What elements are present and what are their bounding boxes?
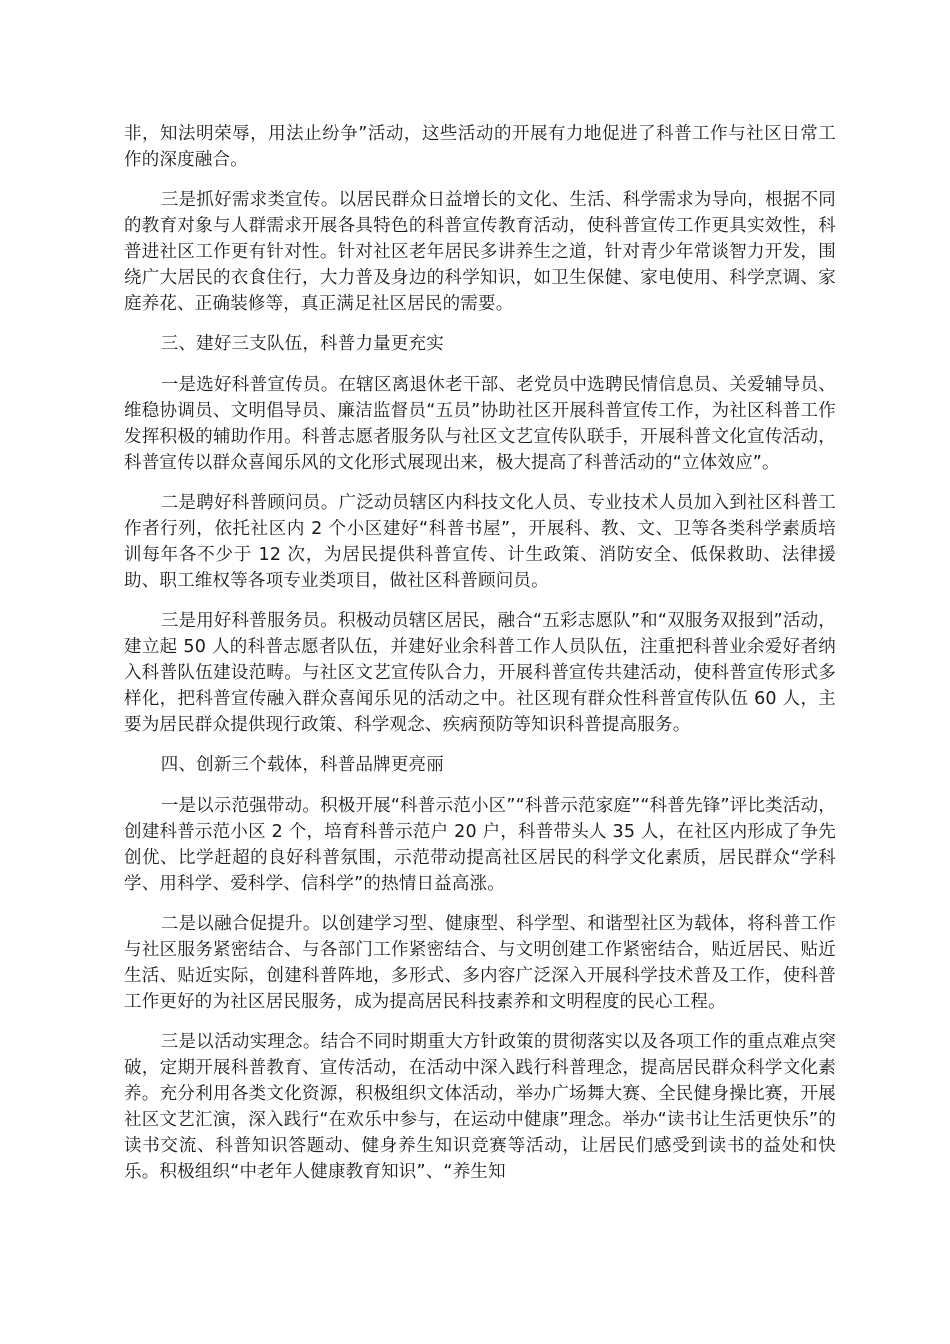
document-body xyxy=(124,121,836,1199)
paragraph-consultant: 二是聘好科普顾问员。广泛动员辖区内科技文化人员、专业技术人员加入到社区科普工作者行列，依托社区内 2 个小区建好“科普书屋”，开展科、教、文、卫等各类科学素质培训每年各不少于 12 次，为居民提供科普宣传、计生政策、消防安全、低保救助、法律援助、职工维权等各项专业类项目，做社区科普顾问员。 xyxy=(124,493,836,591)
paragraph-publicist: 一是选好科普宣传员。在辖区离退休老干部、老党员中选聘民情信息员、关爱辅导员、维稳协调员、文明倡导员、廉洁监督员“五员”协助社区开展科普宣传工作，为社区科普工作发挥积极的辅助作用。科普志愿者服务队与社区文艺宣传队联手，开展科普文化宣传活动，科普宣传以群众喜闻乐风的文化形式展现出来，极大提高了科普活动的“立体效应”。 xyxy=(124,375,836,473)
paragraph-continued: 非，知法明荣辱，用法止纷争”活动，这些活动的开展有力地促进了科普工作与社区日常工作的深度融合。 xyxy=(124,124,836,170)
paragraph-integration: 二是以融合促提升。以创建学习型、健康型、科学型、和谐型社区为载体，将科普工作与社区服务紧密结合、与各部门工作紧密结合、与文明创建工作紧密结合，贴近居民、贴近生活、贴近实际，创建科普阵地，多形式、多内容广泛深入开展科学技术普及工作，使科普工作更好的为社区居民服务，成为提高居民科技素养和文明程度的民心工程。 xyxy=(124,914,836,1012)
paragraph-activities: 三是以活动实理念。结合不同时期重大方针政策的贯彻落实以及各项工作的重点难点突破，定期开展科普教育、宣传活动，在活动中深入践行科普理念，提高居民群众科学文化素养。充分利用各类文化资源，积极组织文体活动，举办广场舞大赛、全民健身操比赛，开展社区文艺汇演，深入践行“在欢乐中参与，在运动中健康”理念。举办“读书让生活更快乐”的读书交流、科普知识答题动、健身养生知识竞赛等活动，让居民们感受到读书的益处和快乐。积极组织“中老年人健康教育知识”、“养生知 xyxy=(124,1032,836,1182)
paragraph-service-staff: 三是用好科普服务员。积极动员辖区居民，融合“五彩志愿队”和“双服务双报到”活动，建立起 50 人的科普志愿者队伍，并建好业余科普工作人员队伍，注重把科普业余爱好者纳入科普队伍建设范畴。与社区文艺宣传队合力，开展科普宣传共建活动，使科普宣传形式多样化，把科普宣传融入群众喜闻乐见的活动之中。社区现有群众性科普宣传队伍 60 人，主要为居民群众提供现行政策、科学观念、疾病预防等知识科普提高服务。 xyxy=(124,611,836,735)
paragraph-demonstration: 一是以示范强带动。积极开展“科普示范小区”“科普示范家庭”“科普先锋”评比类活动，创建科普示范小区 2 个，培育科普示范户 20 户，科普带头人 35 人，在社区内形成了争先创优、比学赶超的良好科普氛围，示范带动提高社区居民的科学文化素质，居民群众“学科学、用科学、爱科学、信科学”的热情日益高涨。 xyxy=(124,796,836,894)
section-heading-three-teams: 三、建好三支队伍，科普力量更充实 xyxy=(160,334,444,354)
paragraph-demand-publicity: 三是抓好需求类宣传。以居民群众日益增长的文化、生活、科学需求为导向，根据不同的教育对象与人群需求开展各具特色的科普宣传教育活动，使科普宣传工作更具实效性，科普进社区工作更有针对性。针对社区老年居民多讲养生之道，针对青少年常谈智力开发，围绕广大居民的衣食住行，大力普及身边的科学知识，如卫生保健、家电使用、科学烹调、家庭养花、正确装修等，真正满足社区居民的需要。 xyxy=(124,190,836,314)
section-heading-three-carriers: 四、创新三个载体，科普品牌更亮丽 xyxy=(160,755,444,775)
